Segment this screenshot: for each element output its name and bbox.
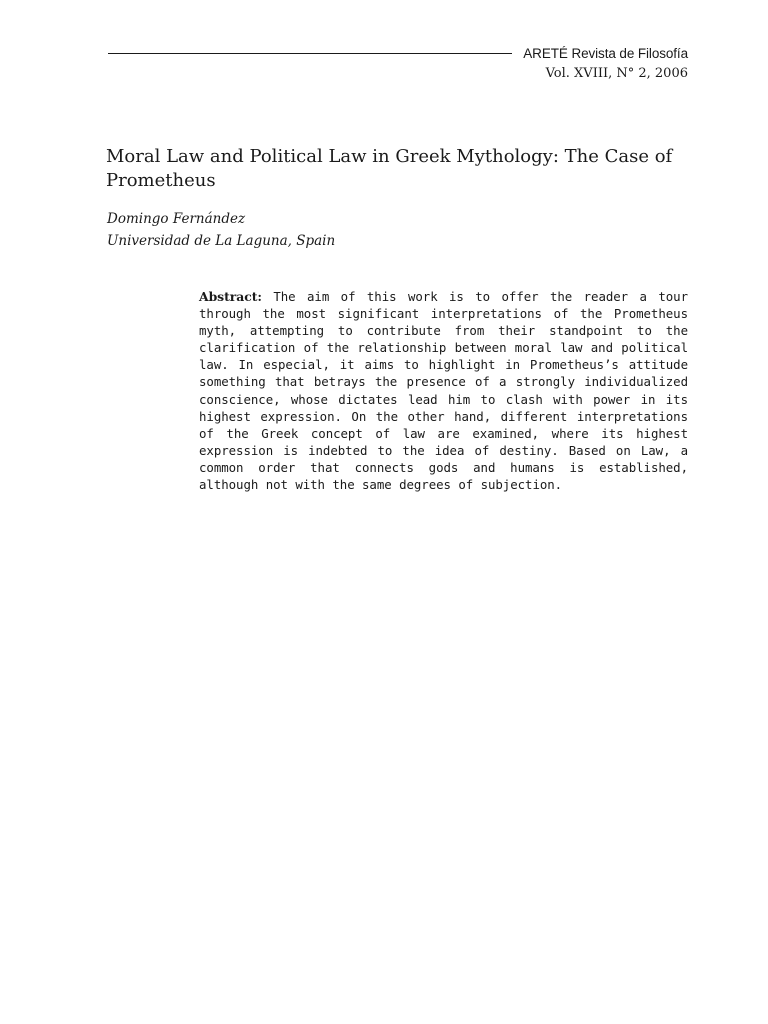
abstract xyxy=(199,288,688,493)
author-name: Domingo Fernández xyxy=(107,211,246,227)
author-affiliation: Universidad de La Laguna, Spain xyxy=(107,233,336,249)
abstract-text: The aim of this work is to offer the reader a tour through the most significant interpretations of the Prometheus myth, attempting to contribute from their standpoint to the clarification of the relationship between moral law and political law. In especial, it aims to highlight in Prometheus’s attitude something that betrays the presence of a strongly individualized conscience, whose dictates lead him to clash with power in its highest expression. On the other hand, different interpretations of the Greek concept of law are examined, where its highest expression is indebted to the idea of destiny. Based on Law, a common order that connects gods and humans is established, although not with the same degrees of subjection. xyxy=(199,289,688,493)
header-rule xyxy=(108,53,512,54)
abstract-label: Abstract: xyxy=(199,289,262,304)
journal-name: ARETÉ Revista de Filosofía xyxy=(523,46,688,61)
volume-info: Vol. XVIII, N° 2, 2006 xyxy=(545,66,688,81)
article-title: Moral Law and Political Law in Greek Mythology: The Case of Prometheus xyxy=(106,146,673,191)
